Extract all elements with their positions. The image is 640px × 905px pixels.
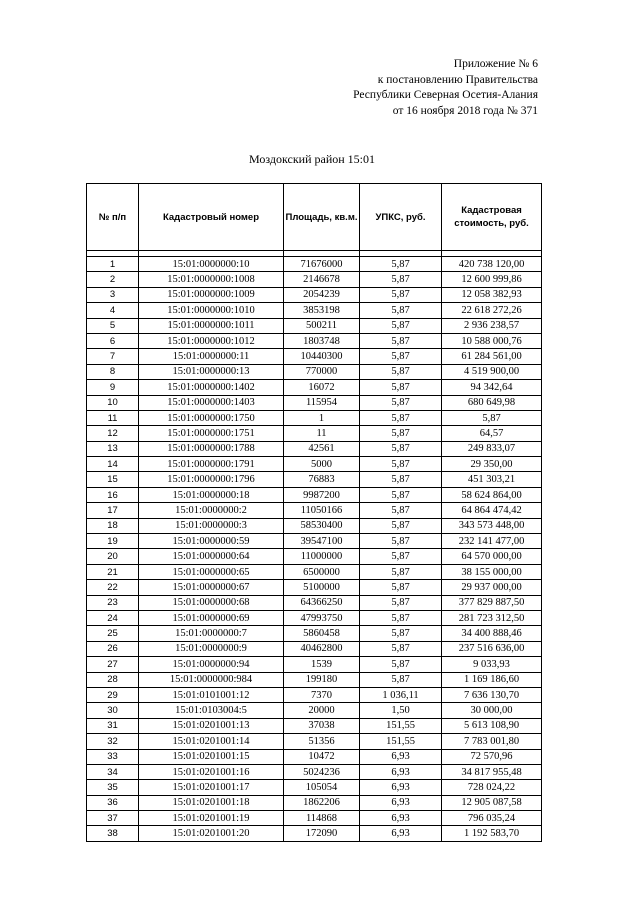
cadastral-number-cell: 15:01:0000000:18 (139, 487, 284, 502)
upks-cell: 5,87 (360, 318, 442, 333)
table-row (87, 687, 542, 702)
cadastral-number-cell: 15:01:0000000:984 (139, 672, 284, 687)
cadastral-value-cell: 72 570,96 (442, 749, 542, 764)
row-number-cell: 1 (87, 257, 139, 272)
upks-cell: 5,87 (360, 487, 442, 502)
area-cell: 71676000 (284, 257, 360, 272)
row-number-cell: 34 (87, 764, 139, 779)
cadastral-value-cell: 34 817 955,48 (442, 764, 542, 779)
row-number-cell: 8 (87, 364, 139, 379)
cadastral-number-cell: 15:01:0000000:3 (139, 518, 284, 533)
row-number-cell: 32 (87, 734, 139, 749)
row-number-cell: 37 (87, 811, 139, 826)
table-row (87, 534, 542, 549)
cadastral-number-cell: 15:01:0000000:10 (139, 257, 284, 272)
row-number-cell: 13 (87, 441, 139, 456)
cadastral-number-cell: 15:01:0201001:16 (139, 764, 284, 779)
cadastral-value-cell: 7 783 001,80 (442, 734, 542, 749)
cadastral-number-cell: 15:01:0000000:69 (139, 610, 284, 625)
cadastral-value-cell: 5 613 108,90 (442, 718, 542, 733)
area-cell: 105054 (284, 780, 360, 795)
area-cell: 1862206 (284, 795, 360, 810)
cadastral-number-cell: 15:01:0000000:1012 (139, 333, 284, 348)
area-cell: 51356 (284, 734, 360, 749)
upks-cell: 5,87 (360, 503, 442, 518)
area-cell: 5000 (284, 457, 360, 472)
upks-cell: 5,87 (360, 672, 442, 687)
cadastral-number-cell: 15:01:0000000:59 (139, 534, 284, 549)
table-row (87, 764, 542, 779)
table-row (87, 349, 542, 364)
area-cell: 76883 (284, 472, 360, 487)
table-row (87, 380, 542, 395)
table-row (87, 826, 542, 841)
cadastral-value-cell: 64,57 (442, 426, 542, 441)
row-number-cell: 23 (87, 595, 139, 610)
table-row (87, 410, 542, 425)
section-title-text: Моздокский район 15:01 (248, 152, 376, 166)
upks-cell: 5,87 (360, 595, 442, 610)
header-value: Кадастровая стоимость, руб. (442, 184, 542, 251)
upks-cell: 5,87 (360, 580, 442, 595)
cadastral-number-cell: 15:01:0000000:9 (139, 641, 284, 656)
cadastral-value-cell: 420 738 120,00 (442, 257, 542, 272)
header-row (87, 184, 542, 251)
area-cell: 64366250 (284, 595, 360, 610)
upks-cell: 5,87 (360, 472, 442, 487)
cadastral-value-cell: 30 000,00 (442, 703, 542, 718)
cadastral-number-cell: 15:01:0000000:68 (139, 595, 284, 610)
table-row (87, 303, 542, 318)
cadastral-number-cell: 15:01:0000000:13 (139, 364, 284, 379)
table-row (87, 595, 542, 610)
upks-cell: 6,93 (360, 811, 442, 826)
upks-cell: 151,55 (360, 734, 442, 749)
area-cell: 770000 (284, 364, 360, 379)
cadastral-value-cell: 10 588 000,76 (442, 333, 542, 348)
table-row (87, 564, 542, 579)
area-cell: 1803748 (284, 333, 360, 348)
table-row (87, 626, 542, 641)
appendix-header (353, 57, 538, 119)
table-row (87, 734, 542, 749)
cadastral-value-cell: 38 155 000,00 (442, 564, 542, 579)
table-row (87, 549, 542, 564)
row-number-cell: 28 (87, 672, 139, 687)
upks-cell: 5,87 (360, 549, 442, 564)
upks-cell: 151,55 (360, 718, 442, 733)
area-cell: 11 (284, 426, 360, 441)
table-row (87, 518, 542, 533)
row-number-cell: 35 (87, 780, 139, 795)
cadastral-table (86, 183, 542, 842)
cadastral-value-cell: 281 723 312,50 (442, 610, 542, 625)
area-cell: 7370 (284, 687, 360, 702)
table-body (87, 257, 542, 842)
area-cell: 11000000 (284, 549, 360, 564)
area-cell: 1 (284, 410, 360, 425)
cadastral-value-cell: 12 600 999,86 (442, 272, 542, 287)
area-cell: 10440300 (284, 349, 360, 364)
cadastral-number-cell: 15:01:0000000:64 (139, 549, 284, 564)
cadastral-value-cell: 64 570 000,00 (442, 549, 542, 564)
upks-cell: 5,87 (360, 641, 442, 656)
appendix-line-2: к постановлению Правительства (377, 73, 538, 86)
cadastral-value-cell: 796 035,24 (442, 811, 542, 826)
area-cell: 58530400 (284, 518, 360, 533)
table-row (87, 287, 542, 302)
upks-cell: 6,93 (360, 795, 442, 810)
cadastral-value-cell: 12 905 087,58 (442, 795, 542, 810)
row-number-cell: 9 (87, 380, 139, 395)
upks-cell: 5,87 (360, 364, 442, 379)
row-number-cell: 22 (87, 580, 139, 595)
row-number-cell: 27 (87, 657, 139, 672)
cadastral-value-cell: 377 829 887,50 (442, 595, 542, 610)
upks-cell: 5,87 (360, 287, 442, 302)
row-number-cell: 29 (87, 687, 139, 702)
upks-cell: 5,87 (360, 610, 442, 625)
table-row (87, 795, 542, 810)
row-number-cell: 24 (87, 610, 139, 625)
cadastral-number-cell: 15:01:0000000:7 (139, 626, 284, 641)
area-cell: 37038 (284, 718, 360, 733)
cadastral-value-cell: 29 937 000,00 (442, 580, 542, 595)
area-cell: 42561 (284, 441, 360, 456)
cadastral-value-cell: 680 649,98 (442, 395, 542, 410)
row-number-cell: 25 (87, 626, 139, 641)
cadastral-number-cell: 15:01:0000000:1009 (139, 287, 284, 302)
upks-cell: 5,87 (360, 457, 442, 472)
cadastral-number-cell: 15:01:0000000:94 (139, 657, 284, 672)
area-cell: 47993750 (284, 610, 360, 625)
cadastral-number-cell: 15:01:0201001:18 (139, 795, 284, 810)
upks-cell: 5,87 (360, 657, 442, 672)
table-row (87, 457, 542, 472)
area-cell: 3853198 (284, 303, 360, 318)
cadastral-number-cell: 15:01:0000000:1011 (139, 318, 284, 333)
row-number-cell: 17 (87, 503, 139, 518)
cadastral-number-cell: 15:01:0000000:1402 (139, 380, 284, 395)
upks-cell: 5,87 (360, 626, 442, 641)
area-cell: 16072 (284, 380, 360, 395)
area-cell: 40462800 (284, 641, 360, 656)
cadastral-value-cell: 249 833,07 (442, 441, 542, 456)
cadastral-value-cell: 2 936 238,57 (442, 318, 542, 333)
area-cell: 39547100 (284, 534, 360, 549)
upks-cell: 5,87 (360, 303, 442, 318)
table-row (87, 472, 542, 487)
table-row (87, 641, 542, 656)
area-cell: 500211 (284, 318, 360, 333)
appendix-line-4: от 16 ноября 2018 года № 371 (392, 104, 538, 117)
upks-cell: 5,87 (360, 534, 442, 549)
cadastral-value-cell: 9 033,93 (442, 657, 542, 672)
upks-cell: 5,87 (360, 518, 442, 533)
cadastral-number-cell: 15:01:0101001:12 (139, 687, 284, 702)
cadastral-value-cell: 94 342,64 (442, 380, 542, 395)
cadastral-number-cell: 15:01:0201001:13 (139, 718, 284, 733)
cadastral-value-cell: 1 192 583,70 (442, 826, 542, 841)
cadastral-number-cell: 15:01:0201001:14 (139, 734, 284, 749)
cadastral-value-cell: 4 519 900,00 (442, 364, 542, 379)
cadastral-value-cell: 58 624 864,00 (442, 487, 542, 502)
cadastral-value-cell: 1 169 186,60 (442, 672, 542, 687)
upks-cell: 5,87 (360, 426, 442, 441)
row-number-cell: 15 (87, 472, 139, 487)
header-cadastral: Кадастровый номер (139, 184, 284, 251)
cadastral-value-cell: 5,87 (442, 410, 542, 425)
cadastral-value-cell: 237 516 636,00 (442, 641, 542, 656)
upks-cell: 6,93 (360, 749, 442, 764)
cadastral-number-cell: 15:01:0000000:11 (139, 349, 284, 364)
row-number-cell: 18 (87, 518, 139, 533)
table-row (87, 364, 542, 379)
cadastral-value-cell: 22 618 272,26 (442, 303, 542, 318)
header-upks: УПКС, руб. (360, 184, 442, 251)
area-cell: 1539 (284, 657, 360, 672)
upks-cell: 6,93 (360, 826, 442, 841)
row-number-cell: 20 (87, 549, 139, 564)
upks-cell: 5,87 (360, 564, 442, 579)
area-cell: 199180 (284, 672, 360, 687)
row-number-cell: 6 (87, 333, 139, 348)
row-number-cell: 36 (87, 795, 139, 810)
cadastral-value-cell: 451 303,21 (442, 472, 542, 487)
area-cell: 20000 (284, 703, 360, 718)
row-number-cell: 7 (87, 349, 139, 364)
cadastral-number-cell: 15:01:0201001:19 (139, 811, 284, 826)
row-number-cell: 3 (87, 287, 139, 302)
area-cell: 6500000 (284, 564, 360, 579)
cadastral-value-cell: 61 284 561,00 (442, 349, 542, 364)
cadastral-value-cell: 12 058 382,93 (442, 287, 542, 302)
row-number-cell: 10 (87, 395, 139, 410)
cadastral-value-cell: 343 573 448,00 (442, 518, 542, 533)
area-cell: 11050166 (284, 503, 360, 518)
area-cell: 115954 (284, 395, 360, 410)
area-cell: 5024236 (284, 764, 360, 779)
cadastral-value-cell: 64 864 474,42 (442, 503, 542, 518)
cadastral-number-cell: 15:01:0201001:17 (139, 780, 284, 795)
cadastral-number-cell: 15:01:0000000:1008 (139, 272, 284, 287)
area-cell: 9987200 (284, 487, 360, 502)
table-row (87, 780, 542, 795)
row-number-cell: 4 (87, 303, 139, 318)
table-row (87, 257, 542, 272)
area-cell: 10472 (284, 749, 360, 764)
upks-cell: 5,87 (360, 441, 442, 456)
table-row (87, 657, 542, 672)
table-row (87, 395, 542, 410)
upks-cell: 6,93 (360, 780, 442, 795)
header-area: Площадь, кв.м. (284, 184, 360, 251)
upks-cell: 5,87 (360, 333, 442, 348)
cadastral-value-cell: 34 400 888,46 (442, 626, 542, 641)
row-number-cell: 5 (87, 318, 139, 333)
row-number-cell: 12 (87, 426, 139, 441)
upks-cell: 5,87 (360, 257, 442, 272)
table-row (87, 749, 542, 764)
table-row (87, 426, 542, 441)
cadastral-number-cell: 15:01:0000000:1796 (139, 472, 284, 487)
area-cell: 114868 (284, 811, 360, 826)
table-row (87, 580, 542, 595)
table-header (87, 184, 542, 257)
area-cell: 172090 (284, 826, 360, 841)
cadastral-value-cell: 232 141 477,00 (442, 534, 542, 549)
upks-cell: 5,87 (360, 410, 442, 425)
cadastral-number-cell: 15:01:0000000:1751 (139, 426, 284, 441)
appendix-line-3: Республики Северная Осетия-Алания (353, 89, 538, 101)
area-cell: 5100000 (284, 580, 360, 595)
appendix-line-1: Приложение № 6 (453, 58, 538, 70)
cadastral-number-cell: 15:01:0000000:65 (139, 564, 284, 579)
table-row (87, 703, 542, 718)
row-number-cell: 38 (87, 826, 139, 841)
table-row (87, 503, 542, 518)
cadastral-number-cell: 15:01:0000000:2 (139, 503, 284, 518)
cadastral-number-cell: 15:01:0000000:1788 (139, 441, 284, 456)
table-row (87, 441, 542, 456)
cadastral-number-cell: 15:01:0103004:5 (139, 703, 284, 718)
table-row (87, 318, 542, 333)
header-num: № п/п (87, 184, 139, 251)
upks-cell: 6,93 (360, 764, 442, 779)
table-row (87, 718, 542, 733)
table-row (87, 672, 542, 687)
area-cell: 2146678 (284, 272, 360, 287)
area-cell: 5860458 (284, 626, 360, 641)
cadastral-number-cell: 15:01:0000000:1750 (139, 410, 284, 425)
row-number-cell: 31 (87, 718, 139, 733)
cadastral-number-cell: 15:01:0000000:67 (139, 580, 284, 595)
area-cell: 2054239 (284, 287, 360, 302)
upks-cell: 5,87 (360, 395, 442, 410)
cadastral-value-cell: 7 636 130,70 (442, 687, 542, 702)
row-number-cell: 30 (87, 703, 139, 718)
upks-cell: 1 036,11 (360, 687, 442, 702)
table-row (87, 272, 542, 287)
row-number-cell: 16 (87, 487, 139, 502)
cadastral-value-cell: 29 350,00 (442, 457, 542, 472)
row-number-cell: 26 (87, 641, 139, 656)
row-number-cell: 33 (87, 749, 139, 764)
cadastral-number-cell: 15:01:0000000:1403 (139, 395, 284, 410)
cadastral-number-cell: 15:01:0000000:1010 (139, 303, 284, 318)
cadastral-value-cell: 728 024,22 (442, 780, 542, 795)
table-row (87, 610, 542, 625)
upks-cell: 5,87 (360, 380, 442, 395)
row-number-cell: 14 (87, 457, 139, 472)
upks-cell: 5,87 (360, 272, 442, 287)
row-number-cell: 19 (87, 534, 139, 549)
table-row (87, 811, 542, 826)
row-number-cell: 21 (87, 564, 139, 579)
cadastral-number-cell: 15:01:0201001:15 (139, 749, 284, 764)
upks-cell: 1,50 (360, 703, 442, 718)
upks-cell: 5,87 (360, 349, 442, 364)
cadastral-number-cell: 15:01:0201001:20 (139, 826, 284, 841)
table-row (87, 333, 542, 348)
row-number-cell: 11 (87, 410, 139, 425)
row-number-cell: 2 (87, 272, 139, 287)
cadastral-number-cell: 15:01:0000000:1791 (139, 457, 284, 472)
section-title (0, 152, 640, 167)
table-row (87, 487, 542, 502)
